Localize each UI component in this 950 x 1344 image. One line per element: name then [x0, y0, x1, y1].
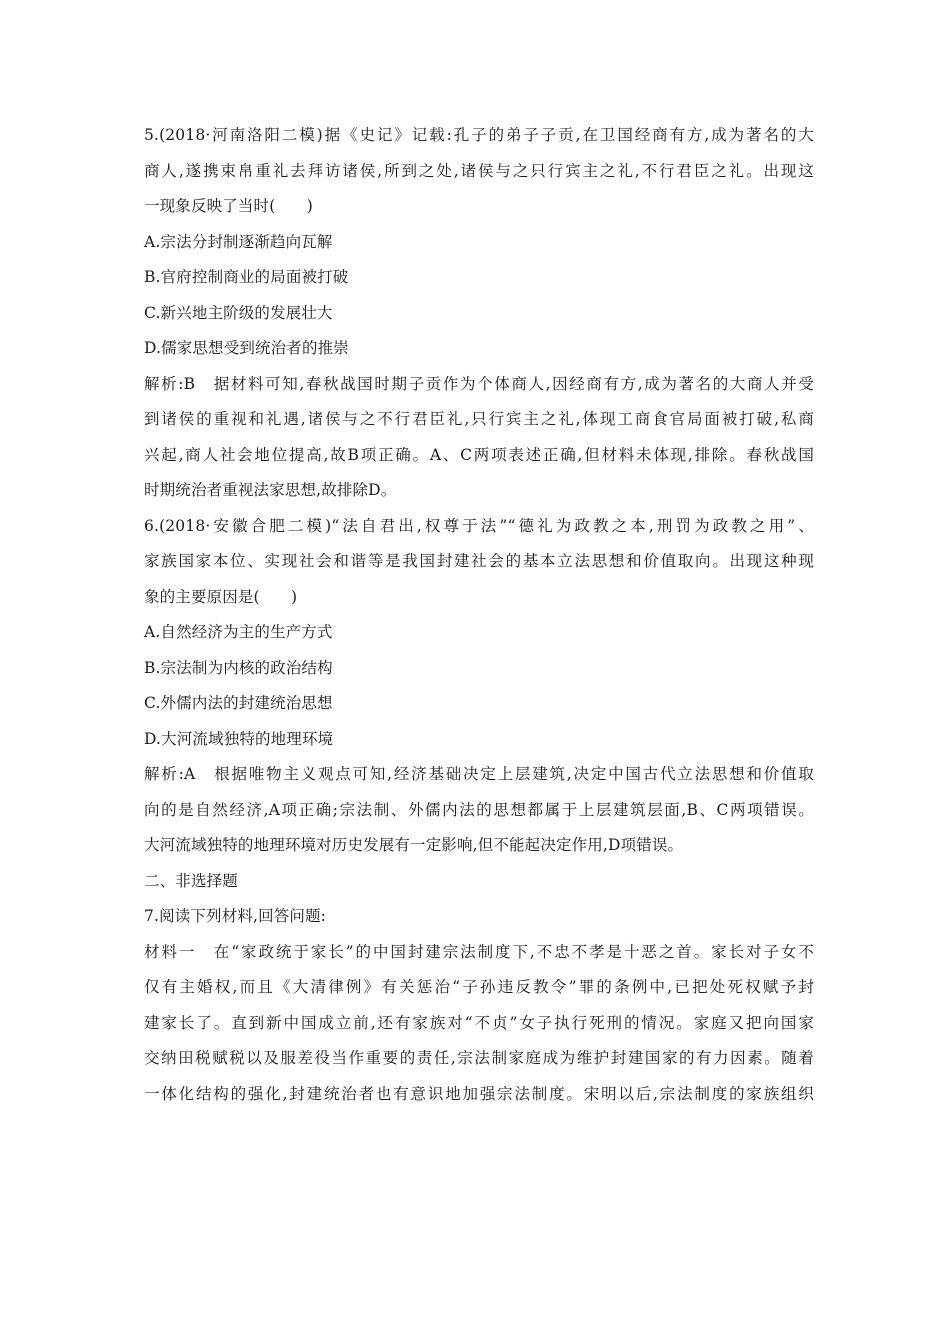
q5-analysis-line-2: 到诸侯的重视和礼遇,诸侯与之不行君臣礼,只行宾主之礼,体现工商食官局面被打破,私商: [144, 410, 814, 428]
material-1-line-2: 仅有主婚权,而且《大清律例》有关惩治“子孙违反教令”罪的条例中,已把处死权赋予封: [144, 978, 814, 996]
q6-option-c: C.外儒内法的封建统治思想: [144, 694, 333, 712]
q5-option-c: C.新兴地主阶级的发展壮大: [144, 303, 333, 322]
material-1-line-1: 材料一 在“家政统于家长”的中国封建宗法制度下,不忠不孝是十恶之首。家长对子女不: [144, 942, 814, 961]
q5-option-d: D.儒家思想受到统治者的推崇: [144, 339, 349, 357]
q6-option-b: B.宗法制为内核的政治结构: [144, 658, 333, 677]
section-heading-nonchoice: 二、非选择题: [144, 871, 238, 890]
q6-analysis-line-1: 解析:A 根据唯物主义观点可知,经济基础决定上层建筑,决定中国古代立法思想和价值取: [144, 765, 814, 783]
q5-analysis-line-1: 解析:B 据材料可知,春秋战国时期子贡作为个体商人,因经商有方,成为著名的大商人并受: [144, 374, 814, 393]
q5-option-a: A.宗法分封制逐渐趋向瓦解: [144, 232, 333, 251]
q6-stem-line-1: 6.(2018·安徽合肥二模)“法自君出,权尊于法”“德礼为政教之本,刑罚为政教之用”、: [144, 516, 814, 535]
q6-analysis-line-3: 大河流域独特的地理环境对历史发展有一定影响,但不能起决定作用,D项错误。: [144, 836, 684, 854]
material-1-line-3: 建家长了。直到新中国成立前,还有家族对“不贞”女子执行死刑的情况。家庭又把向国家: [144, 1013, 814, 1032]
q6-analysis-line-2: 向的是自然经济,A项正确;宗法制、外儒内法的思想都属于上层建筑层面,B、C两项错误。: [144, 800, 814, 819]
q7-stem: 7.阅读下列材料,回答问题:: [144, 907, 327, 925]
q6-option-d: D.大河流域独特的地理环境: [144, 729, 334, 748]
q5-stem-line-3: 一现象反映了当时( ): [144, 197, 313, 215]
q6-option-a: A.自然经济为主的生产方式: [144, 623, 333, 641]
q6-stem-line-2: 家族国家本位、实现社会和谐等是我国封建社会的基本立法思想和价值取向。出现这种现: [144, 552, 814, 570]
material-1-line-4: 交纳田税赋税以及服差役当作重要的责任,宗法制家庭成为维护封建国家的有力因素。随着: [144, 1049, 814, 1067]
q5-analysis-line-3: 兴起,商人社会地位提高,故B项正确。A、C两项表述正确,但材料未体现,排除。春秋战国: [144, 445, 814, 464]
q5-stem-line-1: 5.(2018·河南洛阳二模)据《史记》记载:孔子的弟子子贡,在卫国经商有方,成为著名的大: [144, 126, 814, 144]
q5-stem-line-2: 商人,遂携束帛重礼去拜访诸侯,所到之处,诸侯与之只行宾主之礼,不行君臣之礼。出现这: [144, 161, 814, 180]
q6-stem-line-3: 象的主要原因是( ): [144, 587, 298, 606]
document-page: [144, 118, 814, 1112]
q5-option-b: B.官府控制商业的局面被打破: [144, 268, 349, 286]
q5-analysis-line-4: 时期统治者重视法家思想,故排除D。: [144, 481, 397, 499]
material-1-line-5: 一体化结构的强化,封建统治者也有意识地加强宗法制度。宋明以后,宗法制度的家族组织: [144, 1084, 814, 1103]
